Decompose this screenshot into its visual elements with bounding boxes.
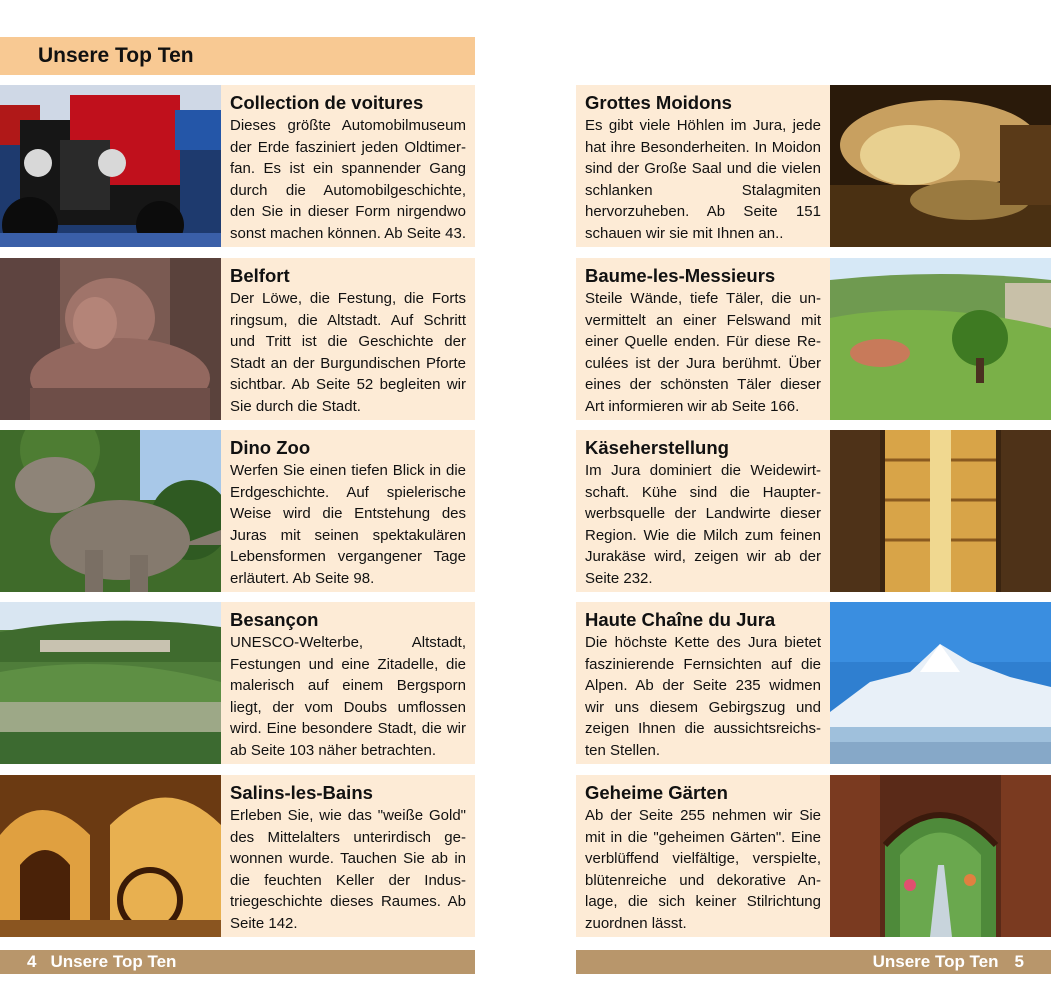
footer-right — [576, 950, 1051, 974]
entry-description: Ab der Seite 255 nehmen wir Sie mit in die "geheimen Gärten". Eine verblüffend vielfältige, verspielte, blütenreiche und dekorative Anlage, die sich keiner Stilrichtung zuordnen lässt. — [585, 807, 821, 932]
photo-secret-garden — [830, 775, 1051, 937]
entry-title: Grottes Moidons — [585, 92, 732, 113]
entry-text-box — [576, 602, 830, 764]
photo-vintage-car — [0, 85, 221, 247]
top-ten-entry-baume — [576, 258, 1051, 420]
entry-text-box — [576, 430, 830, 592]
entry-text-box — [221, 430, 475, 592]
entry-text-box — [576, 258, 830, 420]
entry-title: Belfort — [230, 265, 290, 286]
top-ten-entry-salins — [0, 775, 475, 937]
entry-title: Käseherstellung — [585, 437, 729, 458]
photo-lion-of-belfort — [0, 258, 221, 420]
photo-alps — [830, 602, 1051, 764]
entry-title: Besançon — [230, 609, 319, 630]
entry-text-box — [221, 602, 475, 764]
photo-dinosaur — [0, 430, 221, 592]
entry-text-box — [221, 85, 475, 247]
entry-title: Haute Chaîne du Jura — [585, 609, 776, 630]
page-number-left: 4 — [27, 952, 37, 971]
photo-besancon-citadel — [0, 602, 221, 764]
photo-cheese-cellar — [830, 430, 1051, 592]
top-ten-entry-voitures — [0, 85, 475, 247]
photo-salt-mine — [0, 775, 221, 937]
top-ten-entry-dino-zoo — [0, 430, 475, 592]
entry-title: Geheime Gärten — [585, 782, 728, 803]
footer-right-label: Unsere Top Ten — [872, 952, 999, 971]
top-ten-entry-besancon — [0, 602, 475, 764]
entry-description: Der Löwe, die Festung, die Forts ringsum, die Altstadt. Auf Schritt und Tritt ist die Geschichte der Stadt an der Burgundischen Pforte sichtbar. Ab Seite 52 begleiten wir Sie durch die Stadt. — [230, 290, 466, 415]
top-ten-entry-gaerten — [576, 775, 1051, 937]
entry-description: Erleben Sie, wie das "weiße Gold" des Mittelalters unterirdisch gewonnen wurde. Tauchen Sie ab in die feuchten Keller der Industriegeschichte dieses Raumes. Ab Seite 142. — [230, 807, 466, 932]
photo-cave — [830, 85, 1051, 247]
section-header — [0, 37, 475, 75]
entry-title: Salins-les-Bains — [230, 782, 373, 803]
entry-description: Es gibt viele Höhlen im Jura, jede hat ihre Besonderheiten. In Moidon sind der Große Saal und die vielen schlanken Stalagmiten hervorzuheben. Ab Seite 151 schauen wir sie mit Ihnen an.. — [585, 117, 821, 242]
footer-left-label: Unsere Top Ten — [50, 952, 177, 971]
entry-text-box — [576, 775, 830, 937]
entry-description: UNESCO-Welterbe, Altstadt, Festungen und eine Zitadelle, die malerisch auf einem Bergsporn liegt, der vom Doubs umflossen wird. Eine besondere Stadt, die wir ab Seite 103 näher betrachten. — [230, 634, 466, 759]
top-ten-entry-haute-chaine — [576, 602, 1051, 764]
entry-title: Collection de voitures — [230, 92, 424, 113]
top-ten-entry-kaese — [576, 430, 1051, 592]
entry-text-box — [221, 775, 475, 937]
entry-description: Im Jura dominiert die Weidewirtschaft. Kühe sind die Haupterwerbsquelle der Landwirte dieser Region. Wie die Milch zum feinen Jurakäse wird, zeigen wir ab der Seite 232. — [585, 462, 821, 587]
entry-description: Dieses größte Automobilmuseum der Erde fasziniert jeden Oldtimerfan. Es ist ein spannender Gang durch die Automobilgeschichte, den Sie in dieser Form nirgendwo sonst machen können. Ab Seite 43. — [230, 117, 466, 242]
entry-title: Dino Zoo — [230, 437, 311, 458]
entry-text-box — [221, 258, 475, 420]
photo-valley-village — [830, 258, 1051, 420]
entry-description: Werfen Sie einen tiefen Blick in die Erdgeschichte. Auf spielerische Weise wird die Entstehung des Juras mit seinen spektakulären Lebensformen vergangener Tage erläutert. Ab Seite 98. — [230, 462, 466, 587]
entry-description: Steile Wände, tiefe Täler, die unvermittelt an einer Felswand mit einer Quelle enden. Für diese Reculées ist der Jura berühmt. Über eines der schönsten Täler dieser Art informieren wir ab Seite 166. — [585, 290, 821, 415]
page-number-right: 5 — [1014, 952, 1024, 971]
footer-left — [0, 950, 475, 974]
top-ten-entry-belfort — [0, 258, 475, 420]
entry-description: Die höchste Kette des Jura bietet faszinierende Fernsichten auf die Alpen. Ab der Seite 235 widmen wir uns diesem Gebirgszug und zeigen Ihnen die aussichtsreichsten Stellen. — [585, 634, 821, 759]
entry-text-box — [576, 85, 830, 247]
entry-title: Baume-les-Messieurs — [585, 265, 776, 286]
top-ten-entry-grottes — [576, 85, 1051, 247]
section-title: Unsere Top Ten — [38, 44, 194, 67]
